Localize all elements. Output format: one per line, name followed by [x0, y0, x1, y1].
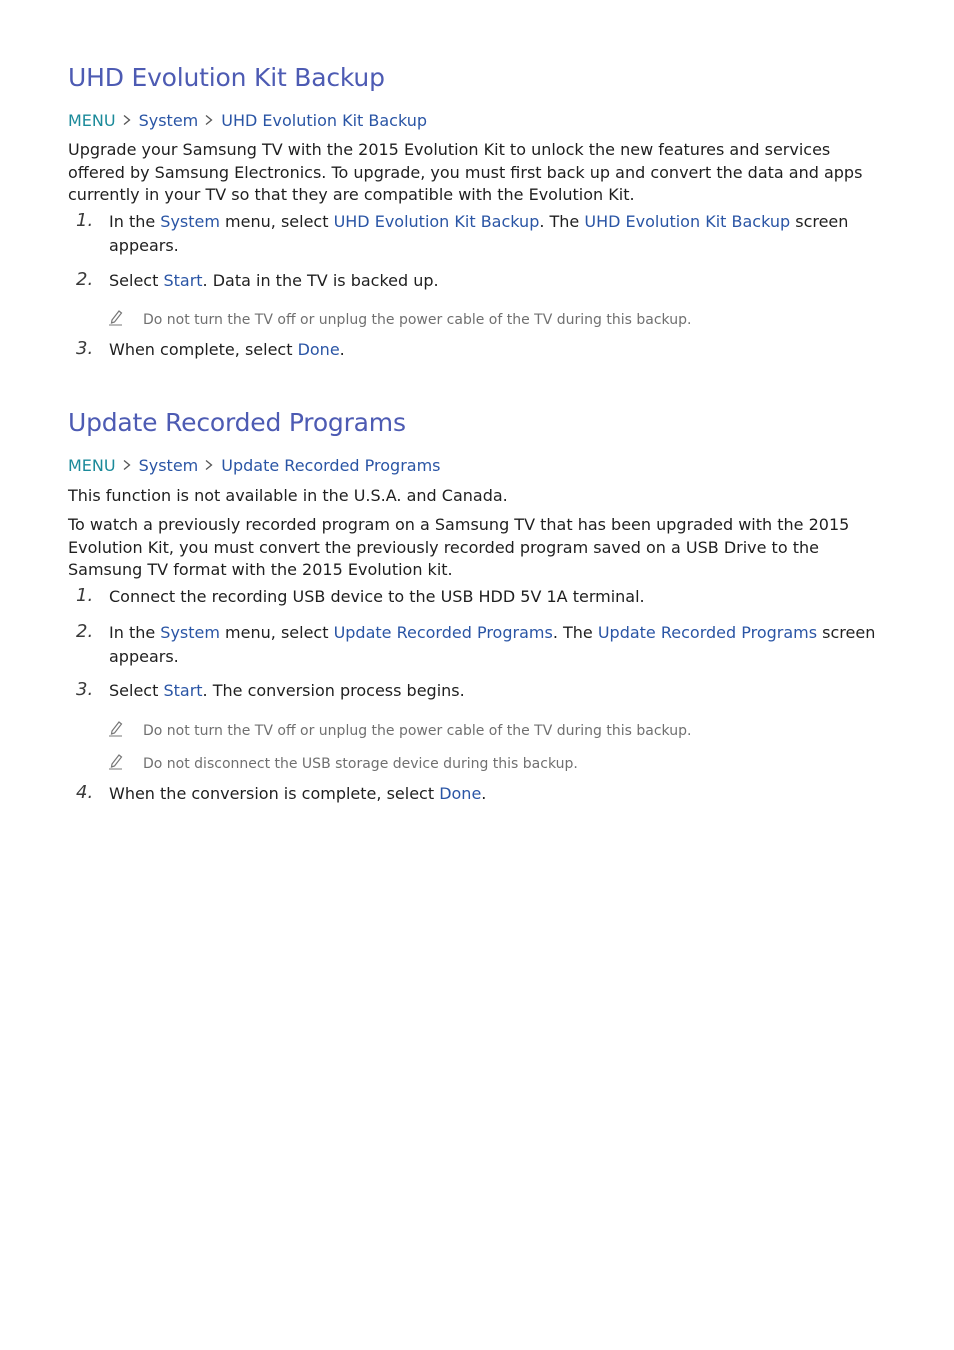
update-recorded-link: Update Recorded Programs	[597, 623, 818, 642]
pencil-icon	[108, 719, 124, 737]
breadcrumb	[68, 111, 427, 130]
update-recorded-link: Update Recorded Programs	[333, 623, 553, 642]
breadcrumb-uhd-evolution-kit-backup[interactable]: UHD Evolution Kit Backup	[221, 111, 428, 130]
breadcrumb	[68, 456, 441, 475]
note-text: Do not turn the TV off or unplug the power cable of the TV during this backup.	[143, 723, 692, 739]
pencil-icon	[108, 752, 124, 770]
note-text: Do not disconnect the USB storage device during this backup.	[143, 756, 578, 772]
system-link: System	[160, 623, 220, 642]
breadcrumb-system[interactable]: System	[138, 111, 199, 130]
step-text: In the System menu, select UHD Evolution Kit Backup. The UHD Evolution Kit Backup screen appears.	[109, 212, 849, 255]
step-number: 4.	[76, 782, 94, 803]
instructions-paragraph: To watch a previously recorded program on a Samsung TV that has been upgraded with the 2015 Evolution Kit, you must convert the previously recorded program saved on a USB Drive to the Samsung TV format with the 2015 Evolution kit.	[68, 515, 850, 579]
step-number: 3.	[76, 679, 94, 700]
breadcrumb-system[interactable]: System	[138, 456, 199, 475]
start-link: Start	[163, 681, 203, 700]
intro-paragraph: Upgrade your Samsung TV with the 2015 Evolution Kit to unlock the new features and services offered by Samsung Electronics. To upgrade, you must first back up and convert the data and apps currently in your TV so that they are compatible with the Evolution Kit.	[68, 140, 863, 204]
step-text: Select Start. The conversion process begins.	[109, 681, 465, 700]
breadcrumb-menu[interactable]: MENU	[68, 456, 116, 475]
step-text: When the conversion is complete, select Done.	[109, 784, 487, 803]
note-text: Do not turn the TV off or unplug the power cable of the TV during this backup.	[143, 312, 692, 328]
step-number: 2.	[76, 621, 94, 642]
chevron-right-icon	[122, 115, 132, 125]
section-title-uhd-backup: UHD Evolution Kit Backup	[68, 63, 385, 92]
step-number: 1.	[76, 585, 94, 606]
step-number: 1.	[76, 210, 94, 231]
done-link: Done	[297, 340, 340, 359]
chevron-right-icon	[122, 460, 132, 470]
breadcrumb-menu[interactable]: MENU	[68, 111, 116, 130]
step-text: Select Start. Data in the TV is backed up.	[109, 271, 439, 290]
uhd-backup-link: UHD Evolution Kit Backup	[584, 212, 791, 231]
step-text: When complete, select Done.	[109, 340, 345, 359]
step-number: 3.	[76, 338, 94, 359]
step-text: In the System menu, select Update Recorded Programs. The Update Recorded Programs screen appears.	[109, 623, 876, 666]
step-number: 2.	[76, 269, 94, 290]
section-title-update-recorded: Update Recorded Programs	[68, 408, 406, 437]
uhd-backup-link: UHD Evolution Kit Backup	[333, 212, 540, 231]
pencil-icon	[108, 308, 124, 326]
step-text: Connect the recording USB device to the USB HDD 5V 1A terminal.	[109, 587, 645, 606]
availability-paragraph: This function is not available in the U.S.A. and Canada.	[68, 486, 508, 505]
chevron-right-icon	[204, 115, 214, 125]
start-link: Start	[163, 271, 203, 290]
chevron-right-icon	[204, 460, 214, 470]
breadcrumb-update-recorded-programs[interactable]: Update Recorded Programs	[221, 456, 441, 475]
system-link: System	[160, 212, 220, 231]
done-link: Done	[439, 784, 482, 803]
